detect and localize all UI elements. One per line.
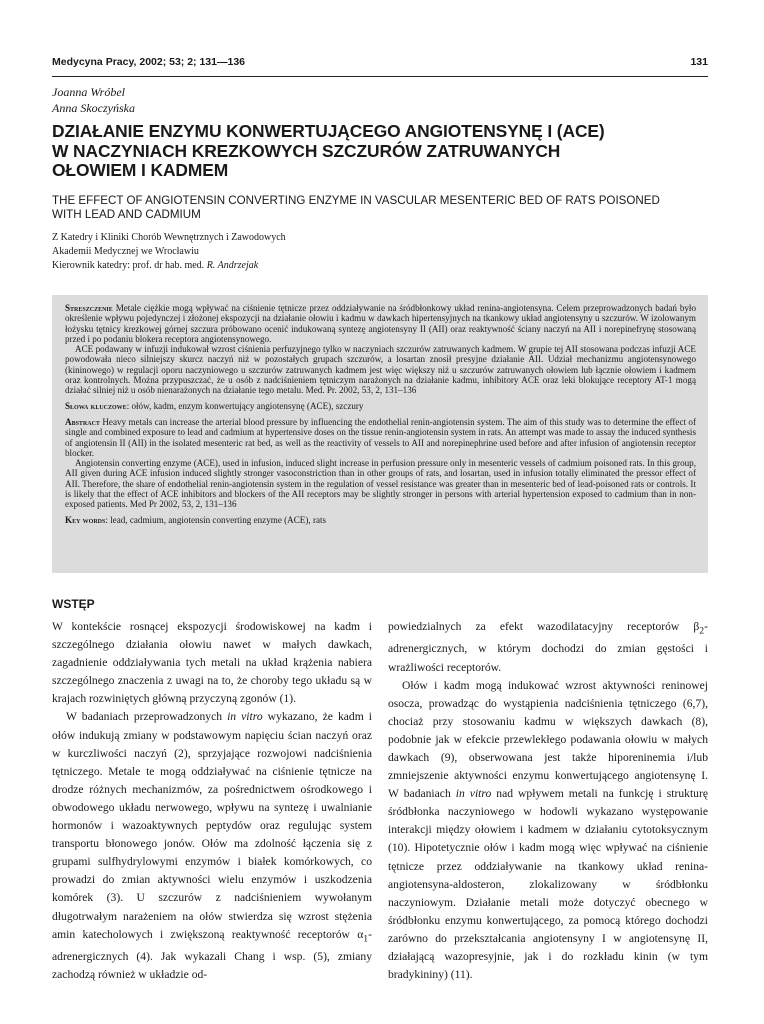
journal-citation: Medycyna Pracy, 2002; 53; 2; 131—136 [52, 56, 246, 68]
title-line: THE EFFECT OF ANGIOTENSIN CONVERTING ENZYME IN VASCULAR MESENTERIC BED OF RATS POISONED [52, 194, 660, 207]
affiliation-line: Z Katedry i Kliniki Chorób Wewnętrznych i Zawodowych [52, 232, 286, 243]
keywords-text: : ołów, kadm, enzym konwertujący angiotensynę (ACE), szczury [126, 400, 364, 411]
keywords-label: Key words [65, 514, 106, 525]
streszczenie-text: Metale ciężkie mogą wpływać na ciśnienie tętnicze przez oddziaływanie na śródbłonkowy układ renina-angiotensyna. Celem przeprowadzonych badań było określenie wpływu pojedynczej i złożonej ekspozycji na działanie ołowiu i kadmu w dawkach hipertensyjnych na tkankowy układ angiotensyny u szczurów. W izolowanym łożysku tętnicy krezkowej górnej szczura próbowano ocenić indukowaną syntezę angiotensyny II (AII) oraz reaktywność ściany naczyń na AII i norepinefrynę stosowaną przed i po podaniu blokera receptora angiotensynowego. [65, 303, 696, 344]
streszczenie-label: Streszczenie [65, 303, 113, 313]
department-head-prefix: Kierownik katedry: prof. dr hab. med. [52, 260, 207, 271]
streszczenie-paragraph: ACE podawany w infuzji indukował wzrost ciśnienia perfuzyjnego tylko w naczyniach szczurów zatruwanych kadmem. W grupie tej AII stosowana podczas infuzji ACE powodowała nieco silniejszy skurcz naczyń niż w pozostałych grupach szczurów, a losartan znosił presyjne działanie AII. Udział mechanizmu angiotensynowego (kininowego) w regulacji oporu naczyniowego u szczurów zatruwanych kadmem jest więc większy niż u szczurów zatruwanych ołowiem lub łącznie ołowiem i kadmem oraz kontrolnych. Można przypuszczać, że u osób z nadciśnieniem tętniczym narażonych na działanie kadmu, inhibitory ACE oraz leki blokujące receptory AT-1 mogą działać silniej niż u osób nienarażonych na działanie tego metalu. Med. Pr. 2002, 53, 2, 131–136 [65, 344, 696, 396]
text-run: nad wpływem metali na funkcję i strukturę śródbłonka naczyniowego w hodowli wykazano występowanie interakcji między ołowiem i kadmem w działaniu cytotoksycznym (10). Hipotetycznie ołów i kadm mogą więc wpływać na ciśnienie tętnicze przez oddziaływanie na tkankowy układ renina-angiotensyna-aldosteron, zlokalizowany w śródbłonku naczyniowym. Działanie metali może dotyczyć obecnego w śródbłonku enzymu konwertującego, za pomocą którego dochodzi zarówno do przekształcania angiotensyny I w angiotensynę II, działającą wazopresyjnie, jak i do rozkładu kinin (w tym bradykininy) (11). [388, 787, 708, 982]
text-run: wykazano, że kadm i ołów indukują zmiany w podstawowym napięciu ścian naczyń oraz w kurczliwości naczyń (2), sprzyjające rozwojowi nadciśnienia tętniczego. Metale te mogą oddziaływać na ciśnienie tętnicze na drodze różnych mechanizmów, za pośrednictwem ośrodkowego i obwodowego układu nerwowego, wpływu na syntezę i uwalnianie hormonów i wazoaktywnych peptydów oraz regulując system transportu błonowego jonów. Ołów ma zdolność łączenia się z grupami sulfhydrylowymi enzymów i białek komórkowych, co prowadzi do zmian aktywności wielu enzymów i uszkodzenia komórek (3). U szczurów z nadciśnieniem wywołanym długotrwałym narażeniem na ołów stwierdza się wzrost stężenia amin katecholowych i zwiększoną reaktywność receptorów α [52, 710, 372, 941]
text-run: powiedzialnych za efekt wazodilatacyjny receptorów β [388, 620, 700, 633]
streszczenie-paragraph [65, 303, 696, 344]
keywords-label: Słowa kluczowe [65, 400, 127, 411]
author-name: Anna Skoczyńska [52, 100, 135, 115]
title-polish [52, 122, 605, 181]
abstract-text: Heavy metals can increase the arterial blood pressure by influencing the endothelial renin-angiotensin system. The aim of this study was to determine the effect of single and combined exposure to lead and cadmium at hypertensive doses on the tissue renin-angiotensin system in rats. An attempt was made to assay the induced synthesis of angiotensin II (AII) in the isolated mesenteric rat bed, as well as the reactivity of vessels to AII and norepinephrine used before and after infusion of angiotensin receptor blocker. [65, 416, 696, 458]
italic-term: in vitro [455, 787, 492, 801]
title-line: OŁOWIEM I KADMEM [52, 160, 229, 180]
author-list [52, 85, 135, 116]
abstract-box [52, 295, 708, 573]
streszczenie-keywords [65, 401, 696, 411]
title-line: DZIAŁANIE ENZYMU KONWERTUJĄCEGO ANGIOTENSYNĘ I (ACE) [52, 121, 605, 141]
text-run: -adrenergicznych (4). Jak wykazali Chang i wsp. (5), zmiany zachodzą również w układzie od- [52, 927, 372, 982]
abstract-paragraph [65, 417, 696, 458]
title-line: W NACZYNIACH KREZKOWYCH SZCZURÓW ZATRUWANYCH [52, 140, 561, 161]
italic-term: in vitro [227, 710, 263, 724]
abstract-label: Abstract [65, 416, 100, 427]
body-paragraph: W kontekście rosnącej ekspozycji środowiskowej na kadm i szczególnego działania ołowiu nawet w małych dawkach, zagadnienie oddziaływania tych metali na układ krążenia nabiera szczególnego znaczenia z uwagi na to, że choroby tego układu są w krajach rozwiniętych główną przyczyną zgonów (1). [52, 620, 372, 706]
author-name: Joanna Wróbel [52, 85, 125, 99]
subscript: 2 [699, 625, 705, 637]
header-rule [52, 76, 708, 77]
department-head [52, 259, 286, 273]
section-heading: WSTĘP [52, 597, 95, 611]
body-paragraph [52, 708, 372, 984]
affiliation [52, 231, 286, 273]
keywords-text: : lead, cadmium, angiotensin converting enzyme (ACE), rats [105, 514, 327, 525]
body-column-left [52, 618, 372, 984]
page-number: 131 [690, 56, 708, 68]
department-head-name: R. Andrzejak [206, 260, 259, 271]
text-run: -adrenergicznych, w którym dochodzi do zmian gęstości i wrażliwości receptorów. [388, 620, 708, 674]
abstract-paragraph: Angiotensin converting enzyme (ACE), used in infusion, induced slight increase in perfusion pressure only in mesenteric vessels of cadmium poisoned rats. In this group, AII given during ACE infusion induced slightly stronger vasoconstriction than in other groups of rats, and losartan, used in infusion totally eliminated the pressor effect of AII. Therefore, the share of endothelial renin-angiotensin system in the regulation of vessel resistance was greater than in mesenteric bed of lead-poisoned rats or controls. It is likely that the effect of ACE inhibitors and blockers of the AII receptors may be slightly stronger in persons with arterial hypertension exposed to cadmium than in non-exposed patients. Med Pr 2002, 53, 2, 131–136 [65, 458, 696, 510]
body-paragraph [388, 618, 708, 677]
affiliation-line: Akademii Medycznej we Wrocławiu [52, 246, 199, 257]
text-run: W badaniach przeprowadzonych [66, 710, 228, 724]
running-header [52, 56, 708, 72]
title-line: WITH LEAD AND CADMIUM [52, 207, 201, 221]
body-paragraph [388, 677, 708, 985]
title-english [52, 194, 660, 221]
abstract-keywords [65, 515, 696, 525]
body-column-right [388, 618, 708, 984]
subscript: 1 [363, 932, 369, 944]
text-run: Ołów i kadm mogą indukować wzrost aktywności reninowej osocza, prowadząc do wystąpienia nadciśnienia tętniczego (6,7), chociaż przy stosowaniu kadmu w większych dawkach (8), podobnie jak w efekcie przewlekłego podawania ołowiu w małych dawkach (9), obserwowana jest także hiporeninemia i/lub zmniejszenie aktywności enzymu konwertującego angiotensynę I. W badaniach [388, 678, 708, 801]
